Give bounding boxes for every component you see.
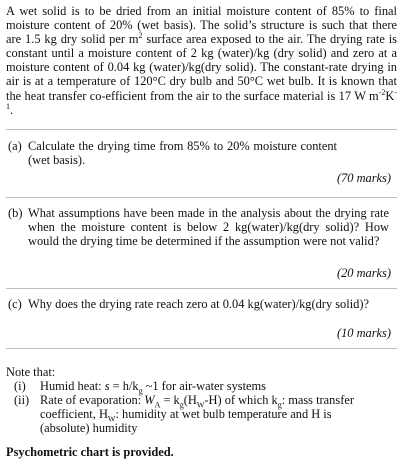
superscript: -2 [378, 87, 386, 97]
question-a [6, 139, 397, 167]
problem-line: is 17 W m [327, 88, 379, 103]
problem-line: surface area exposed to the air. The drying rate [142, 32, 385, 47]
problem-line: drying in air is at a temperature of 120°C dry bulb and 50°C wet bulb. It is [6, 60, 397, 89]
problem-line: at a moisture content of 0.04 kg (water)/kg(dry solid). The constant-rate [6, 46, 397, 75]
problem-line: is constant until a moisture content of 2 kg (water)/kg (dry solid) and zero [6, 32, 397, 61]
marks-label: (70 marks) [336, 170, 391, 185]
note-number: (i) [14, 378, 26, 393]
problem-statement [6, 4, 397, 117]
question-number: (a) [8, 138, 22, 153]
question-text: Why does the drying rate reach zero at 0.04 kg(water)/kg(dry solid)? [28, 297, 369, 312]
problem-line: A wet solid is to be dried from an initial moisture content of 85% to final [6, 4, 397, 18]
question-number: (c) [8, 297, 22, 312]
note-item-i [6, 378, 397, 396]
marks-label: (20 marks) [336, 266, 391, 281]
note-number: (ii) [14, 392, 30, 407]
problem-line: . [10, 102, 14, 117]
problem-line: moisture content of 20% (wet basis). The solid’s structure is such that there [6, 18, 397, 33]
note-text: Rate of evaporation: $W_A = k_g(H_W-H)$ of which $k_g$: mass transfer coefficient, $H_W$: humidity at wet bulb temperature and H is (absolute) humidity [40, 392, 354, 435]
problem-line: known that the heat transfer co-efficient from the air to the surface material [6, 74, 397, 103]
question-number: (b) [8, 206, 23, 221]
question-b [6, 206, 397, 248]
question-c-section [6, 288, 397, 339]
superscript: -1 [6, 87, 397, 111]
note-item-ii [6, 393, 397, 435]
note-text: Humid heat: $s = h/k_g$ ~1 for air-water systems [40, 378, 267, 396]
problem-line: are 1.5 kg dry solid per m [6, 32, 139, 47]
problem-line: K [385, 88, 395, 103]
question-a-section [6, 129, 397, 185]
question-text: Calculate the drying time from 85% to 20% moisture content (wet basis). [28, 138, 337, 167]
note-section [6, 348, 397, 460]
superscript: 2 [138, 31, 143, 41]
note-title: Note that: [6, 364, 56, 379]
marks-label: (10 marks) [336, 325, 391, 340]
question-c [6, 297, 397, 311]
question-text: What assumptions have been made in the analysis about the drying rate when the moisture content is below 2 kg(water)/kg(dry solid)? How would the drying time be determined if the assumption were not valid? [28, 206, 389, 249]
psychrometric-chart-note: Psychometric chart is provided. [6, 445, 174, 460]
question-b-section [6, 197, 397, 280]
